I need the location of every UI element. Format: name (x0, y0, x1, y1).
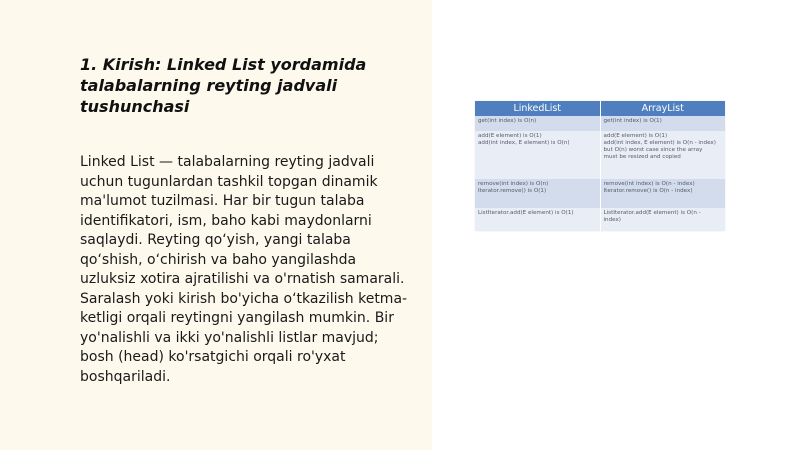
table-cell: get(int index) is O(1) (600, 116, 725, 131)
comparison-table (475, 101, 725, 231)
table-cell: remove(int index) is O(n - index) Iterator.remove() is O(n - index) (600, 179, 725, 209)
slide-title: 1. Kirish: Linked List yordamida talabalarning reyting jadvali tushunchasi (80, 55, 367, 116)
table-row (475, 208, 725, 231)
header-arraylist: ArrayList (600, 101, 725, 116)
header-linkedlist: LinkedList (475, 101, 600, 116)
table-cell: ListIterator.add(E element) is O(n - index) (600, 208, 725, 231)
table-header-row (475, 101, 725, 116)
table-cell: remove(int index) is O(n) Iterator.remove() is O(1) (475, 179, 600, 209)
table-cell: add(E element) is O(1) add(int index, E element) is O(n) (475, 131, 600, 178)
table-cell: get(int index) is O(n) (475, 116, 600, 131)
table-row (475, 179, 725, 209)
table-cell: add(E element) is O(1) add(int index, E element) is O(n - index) but O(n) worst case since the array must be resized and copied (600, 131, 725, 178)
table-cell: ListIterator.add(E element) is O(1) (475, 208, 600, 231)
slide-body-text: Linked List — talabalarning reyting jadvali uchun tugunlardan tashkil topgan dinamik ma'lumot tuzilmasi. Har bir tugun talaba identifikatori, ism, baho kabi maydonlarni saqlaydi. Reyting qo‘yish, yangi talaba qo‘shish, o‘chirish va baho yangilashda uzluksiz xotira ajratilishi va o'rnatish samarali. Saralash yoki kirish bo'yicha o‘tkazilish ketma-ketligi orqali reytingni yangilash mumkin. Bir yo'nalishli va ikki yo'nalishli listlar mavjud; bosh (head) ko'rsatgichi orqali ro'yxat boshqariladi. (80, 154, 408, 385)
comparison-table-image (475, 101, 725, 231)
table-row (475, 131, 725, 178)
table-row (475, 116, 725, 131)
